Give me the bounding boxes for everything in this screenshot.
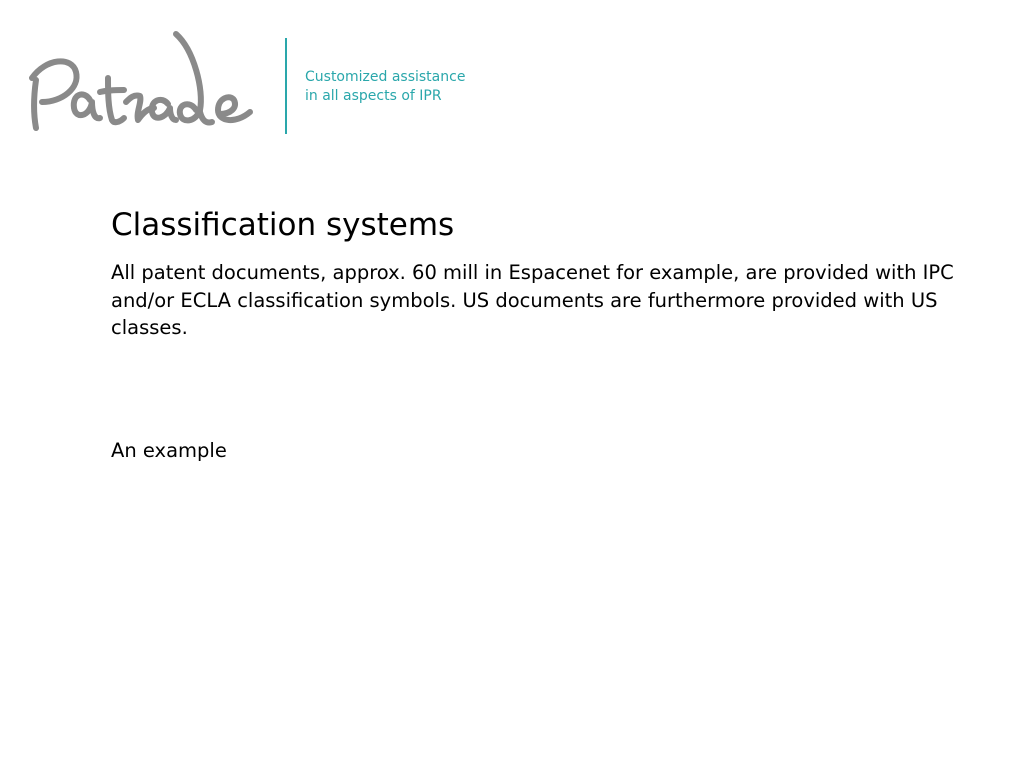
slide-body-text: All patent documents, approx. 60 mill in Espacenet for example, are provided with IPC and/or ECLA classification symbols. US documents are furthermore provided with US classes. [111,261,954,339]
slide-title: Classification systems [111,207,455,243]
patrade-signature-icon [24,28,274,138]
patrade-logo [24,28,274,138]
tagline-line-1: Customized assistance [305,69,466,85]
example-label: An example [111,439,227,462]
tagline-line-2: in all aspects of IPR [305,88,442,104]
logo-divider [285,38,287,134]
tagline [305,68,465,106]
